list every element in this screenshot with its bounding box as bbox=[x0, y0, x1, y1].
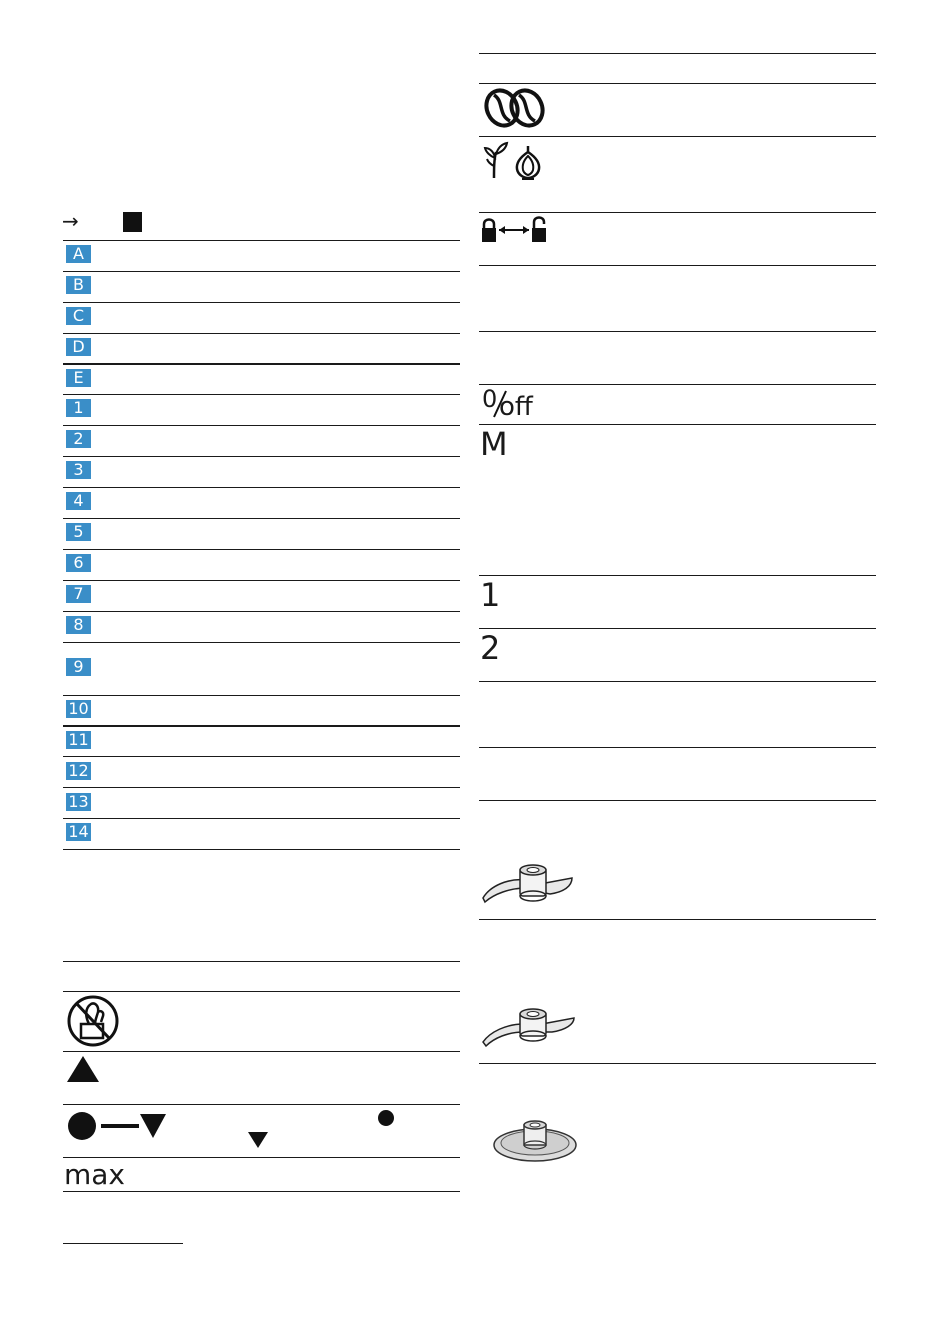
divider bbox=[479, 331, 876, 332]
divider bbox=[63, 240, 460, 241]
divider bbox=[63, 756, 460, 757]
part-badge: 12 bbox=[66, 762, 91, 780]
divider bbox=[63, 818, 460, 819]
part-badge: E bbox=[66, 369, 91, 387]
divider bbox=[63, 849, 460, 850]
divider bbox=[63, 1051, 460, 1052]
divider bbox=[479, 212, 876, 213]
divider bbox=[63, 725, 460, 727]
chopping-blade-icon bbox=[480, 858, 576, 908]
part-badge: 5 bbox=[66, 523, 91, 541]
part-badge: 11 bbox=[66, 731, 91, 749]
part-badge: B bbox=[66, 276, 91, 294]
divider bbox=[63, 302, 460, 303]
part-badge: 10 bbox=[66, 700, 91, 718]
divider bbox=[63, 787, 460, 788]
part-badge: 13 bbox=[66, 793, 91, 811]
divider bbox=[63, 333, 460, 334]
part-badge: D bbox=[66, 338, 91, 356]
momentary-symbol: M bbox=[480, 425, 508, 463]
triangle-down-icon bbox=[247, 1131, 269, 1149]
divider bbox=[479, 800, 876, 801]
speed-2-symbol: 2 bbox=[480, 629, 501, 667]
chopping-blade-2-icon bbox=[480, 1000, 576, 1050]
black-square-icon bbox=[123, 212, 142, 232]
divider bbox=[63, 580, 460, 581]
divider bbox=[63, 961, 460, 962]
divider bbox=[479, 681, 876, 682]
part-badge: 2 bbox=[66, 430, 91, 448]
divider bbox=[479, 1063, 876, 1064]
divider bbox=[479, 747, 876, 748]
divider bbox=[479, 265, 876, 266]
divider bbox=[63, 642, 460, 643]
divider bbox=[63, 611, 460, 612]
divider bbox=[63, 394, 460, 395]
divider bbox=[479, 384, 876, 385]
warning-triangle-icon bbox=[66, 1055, 100, 1083]
herbs-onion-icon bbox=[482, 140, 546, 180]
divider bbox=[479, 83, 876, 84]
divider bbox=[63, 695, 460, 696]
lock-unlock-icon bbox=[481, 216, 547, 244]
dot-marker-icon bbox=[377, 1109, 395, 1127]
coffee-beans-icon bbox=[482, 87, 548, 129]
off-switch-symbol bbox=[481, 386, 541, 422]
part-badge: 8 bbox=[66, 616, 91, 634]
part-badge: A bbox=[66, 245, 91, 263]
arrow-right-icon: → bbox=[62, 209, 79, 233]
divider bbox=[63, 1104, 460, 1105]
no-hands-warning-icon bbox=[65, 994, 121, 1048]
divider bbox=[63, 487, 460, 488]
divider bbox=[63, 456, 460, 457]
divider bbox=[63, 991, 460, 992]
off-word-label: off bbox=[499, 392, 533, 422]
divider bbox=[479, 628, 876, 629]
divider bbox=[63, 549, 460, 550]
divider bbox=[63, 363, 460, 365]
speed-1-symbol: 1 bbox=[480, 576, 501, 614]
part-badge: 4 bbox=[66, 492, 91, 510]
part-badge: 7 bbox=[66, 585, 91, 603]
divider bbox=[479, 424, 876, 425]
max-label: max bbox=[64, 1158, 126, 1191]
part-badge: C bbox=[66, 307, 91, 325]
divider bbox=[479, 919, 876, 920]
part-badge: 3 bbox=[66, 461, 91, 479]
disc-insert-icon bbox=[492, 1115, 578, 1165]
part-badge: 1 bbox=[66, 399, 91, 417]
part-badge: 6 bbox=[66, 554, 91, 572]
divider bbox=[479, 575, 876, 576]
dot-to-triangle-icon bbox=[66, 1110, 168, 1142]
divider bbox=[63, 271, 460, 272]
part-badge: 14 bbox=[66, 823, 91, 841]
divider bbox=[63, 518, 460, 519]
off-zero-label: 0 bbox=[482, 385, 498, 413]
divider bbox=[63, 425, 460, 426]
part-badge: 9 bbox=[66, 658, 91, 676]
divider bbox=[479, 136, 876, 137]
divider bbox=[479, 53, 876, 54]
footnote-rule bbox=[63, 1243, 183, 1244]
